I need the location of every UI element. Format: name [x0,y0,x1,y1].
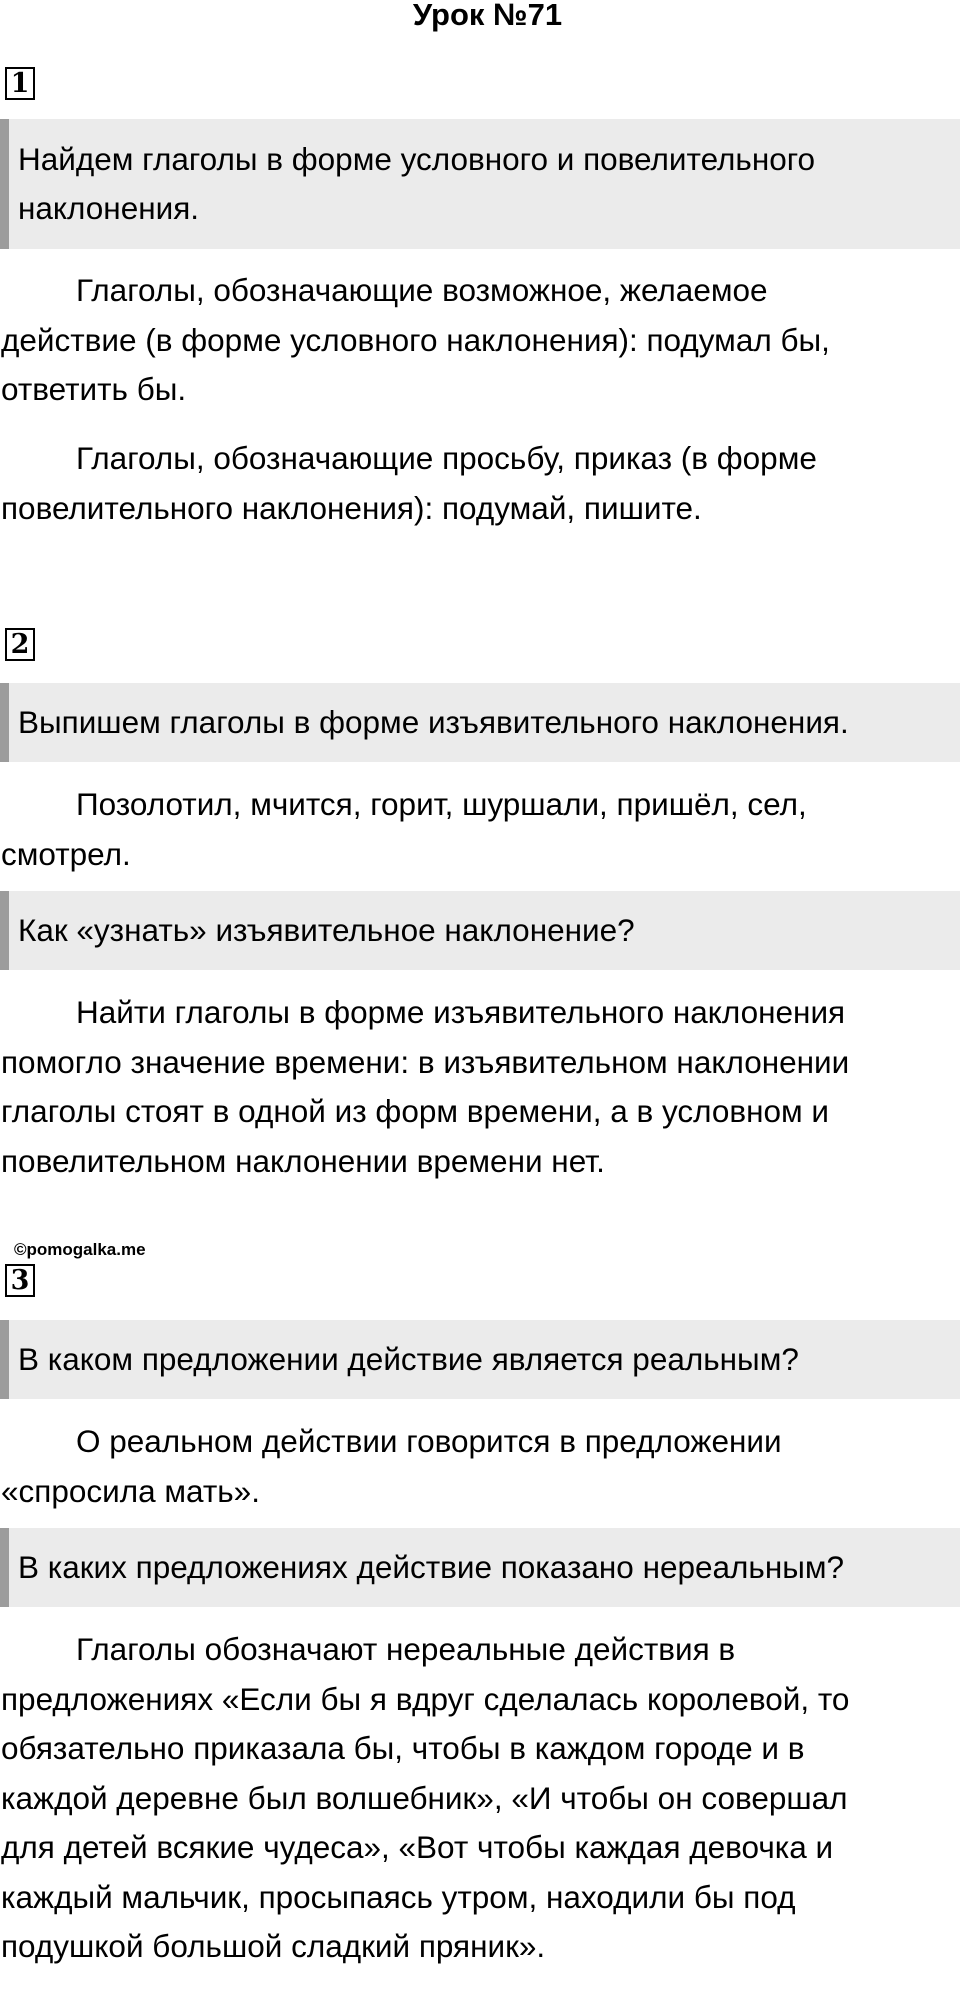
task2-question-1: Выпишем глаголы в форме изъявительного наклонения. [18,704,849,740]
task1-answer1-line-1: Глаголы, обозначающие возможное, желаемое [76,272,768,308]
task-number-2: 2 [5,628,35,661]
page-title: Урок №71 [412,0,563,32]
task2-answer2-line-4: повелительном наклонении времени нет. [1,1142,605,1179]
task3-answer2-line-4: каждой деревне был волшебник», «И чтобы он совершал [1,1779,848,1816]
task3-answer2-line-2: предложениях «Если бы я вдруг сделалась королевой, то [1,1680,850,1717]
task2-answer-2 [1,988,956,1186]
task3-question-box-1 [0,1320,960,1399]
task1-answer2-line-1: Глаголы, обозначающие просьбу, приказ (в форме [76,440,817,476]
task-number-1: 1 [5,67,35,100]
task1-question-box [0,119,960,249]
task2-answer2-line-1: Найти глаголы в форме изъявительного наклонения [76,994,846,1030]
task1-answer1-line-2: действие (в форме условного наклонения): подумал бы, [1,321,830,358]
task2-answer1-line-2: смотрел. [1,835,131,872]
task3-answer2-line-3: обязательно приказала бы, чтобы в каждом городе и в [1,1730,805,1766]
task1-answer1-line-3: ответить бы. [1,371,187,407]
task-number-3: 3 [5,1264,35,1297]
task3-answer2-line-7: подушкой большой сладкий пряник». [1,1928,546,1964]
task1-question-line-2: наклонения. [18,190,200,226]
task2-question-box-2 [0,891,960,970]
task3-answer2-line-5: для детей всякие чудеса», «Вот чтобы каждая девочка и [1,1829,834,1865]
task1-question-line-1: Найдем глаголы в форме условного и повелительного [18,141,816,177]
watermark: ©pomogalka.me [14,1240,146,1259]
task2-answer1-line-1: Позолотил, мчится, горит, шуршали, пришёл, сел, [76,786,807,822]
task3-answer2-line-1: Глаголы обозначают нереальные действия в [76,1631,736,1667]
task1-answer-2 [1,434,956,533]
task1-answer-1 [1,266,956,415]
task3-answer-1 [1,1417,956,1516]
task3-question-1: В каком предложении действие является реальным? [18,1341,799,1377]
task2-answer2-line-3: глаголы стоят в одной из форм времени, а в условном и [1,1093,830,1129]
task3-answer-2 [1,1625,956,1972]
task3-answer1-line-2: «спросила мать». [1,1472,260,1509]
task3-answer1-line-1: О реальном действии говорится в предложении [76,1423,782,1459]
task3-answer2-line-6: каждый мальчик, просыпаясь утром, находили бы под [1,1878,796,1915]
task2-question-2: Как «узнать» изъявительное наклонение? [18,912,635,948]
task2-question-box-1 [0,683,960,762]
task1-answer2-line-2: повелительного наклонения): подумай, пишите. [1,489,702,526]
task2-answer2-line-2: помогло значение времени: в изъявительном наклонении [1,1043,850,1080]
task3-question-2: В каких предложениях действие показано нереальным? [18,1549,845,1585]
task3-question-box-2 [0,1528,960,1607]
task2-answer-1 [1,780,956,879]
